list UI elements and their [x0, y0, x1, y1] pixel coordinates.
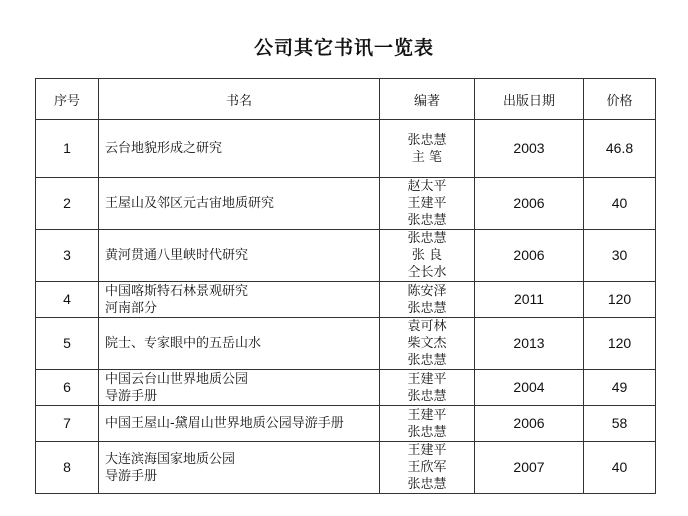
- editor-name: 王建平: [407, 407, 447, 423]
- book-name-line: 中国喀斯特石林景观研究: [105, 283, 249, 299]
- cell-price: 58: [584, 406, 656, 442]
- cell-book-name: [99, 406, 380, 442]
- book-name-line: 河南部分: [105, 300, 158, 316]
- header-name: 书名: [99, 79, 380, 120]
- cell-date: 2011: [475, 282, 584, 318]
- cell-book-name: [99, 442, 380, 494]
- page-title: 公司其它书讯一览表: [253, 37, 434, 59]
- header-editor: 编著: [380, 79, 475, 120]
- book-name-line: 黄河贯通八里峡时代研究: [105, 248, 249, 263]
- book-table: [35, 78, 656, 494]
- editor-name: 仝长水: [407, 265, 447, 280]
- table-row: [36, 230, 656, 282]
- cell-seq: 5: [36, 318, 99, 370]
- editor-name: 王建平: [407, 371, 447, 387]
- cell-date: 2006: [475, 230, 584, 282]
- cell-editors: [380, 282, 475, 318]
- editor-name: 张忠慧: [407, 231, 447, 246]
- book-name-line: 导游手册: [105, 388, 158, 404]
- editor-name: 柴文杰: [407, 336, 447, 351]
- cell-book-name: [99, 282, 380, 318]
- cell-book-name: [99, 178, 380, 230]
- cell-date: 2013: [475, 318, 584, 370]
- header-seq: 序号: [36, 79, 99, 120]
- book-name-line: 导游手册: [105, 468, 158, 484]
- editor-name: 张忠慧: [407, 424, 447, 440]
- cell-editors: [380, 178, 475, 230]
- table-row: [36, 120, 656, 178]
- cell-seq: 6: [36, 370, 99, 406]
- cell-date: 2003: [475, 120, 584, 178]
- book-name-line: 院士、专家眼中的五岳山水: [105, 336, 262, 351]
- cell-editors: [380, 120, 475, 178]
- editor-name: 张忠慧: [407, 132, 447, 148]
- cell-seq: 8: [36, 442, 99, 494]
- header-date: 出版日期: [475, 79, 584, 120]
- editor-name: 张忠慧: [407, 300, 447, 316]
- editor-name: 王欣军: [407, 460, 447, 475]
- table-row: [36, 406, 656, 442]
- cell-date: 2007: [475, 442, 584, 494]
- table-row: [36, 370, 656, 406]
- book-name-line: 中国王屋山-黛眉山世界地质公园导游手册: [105, 416, 344, 431]
- cell-date: 2006: [475, 178, 584, 230]
- cell-price: 120: [584, 282, 656, 318]
- book-name-line: 王屋山及邻区元古宙地质研究: [105, 196, 275, 211]
- cell-book-name: [99, 230, 380, 282]
- cell-editors: [380, 370, 475, 406]
- cell-editors: [380, 406, 475, 442]
- editor-name: 赵太平: [407, 179, 447, 194]
- editor-name: 张 良: [411, 248, 443, 263]
- editor-name: 袁可林: [407, 319, 447, 334]
- cell-date: 2006: [475, 406, 584, 442]
- editor-name: 陈安泽: [407, 283, 447, 299]
- cell-seq: 3: [36, 230, 99, 282]
- cell-editors: [380, 442, 475, 494]
- cell-editors: [380, 318, 475, 370]
- cell-price: 120: [584, 318, 656, 370]
- header-row: [36, 79, 656, 120]
- cell-price: 40: [584, 178, 656, 230]
- table-row: [36, 282, 656, 318]
- book-name-line: 大连滨海国家地质公园: [105, 451, 236, 467]
- cell-date: 2004: [475, 370, 584, 406]
- editor-name: 张忠慧: [407, 353, 447, 368]
- book-name-line: 中国云台山世界地质公园: [105, 371, 249, 387]
- table-row: [36, 318, 656, 370]
- cell-seq: 2: [36, 178, 99, 230]
- editor-name: 张忠慧: [407, 213, 447, 228]
- editor-name: 王建平: [407, 196, 447, 211]
- editor-name: 张忠慧: [407, 477, 447, 492]
- editor-name: 王建平: [407, 443, 447, 458]
- cell-editors: [380, 230, 475, 282]
- cell-book-name: [99, 120, 380, 178]
- editor-name: 主 笔: [411, 149, 443, 165]
- cell-price: 40: [584, 442, 656, 494]
- cell-seq: 1: [36, 120, 99, 178]
- cell-price: 30: [584, 230, 656, 282]
- header-price: 价格: [584, 79, 656, 120]
- table-row: [36, 442, 656, 494]
- cell-book-name: [99, 370, 380, 406]
- cell-seq: 4: [36, 282, 99, 318]
- book-name-line: 云台地貌形成之研究: [105, 141, 223, 156]
- cell-price: 49: [584, 370, 656, 406]
- editor-name: 张忠慧: [407, 388, 447, 404]
- cell-book-name: [99, 318, 380, 370]
- cell-price: 46.8: [584, 120, 656, 178]
- cell-seq: 7: [36, 406, 99, 442]
- table-row: [36, 178, 656, 230]
